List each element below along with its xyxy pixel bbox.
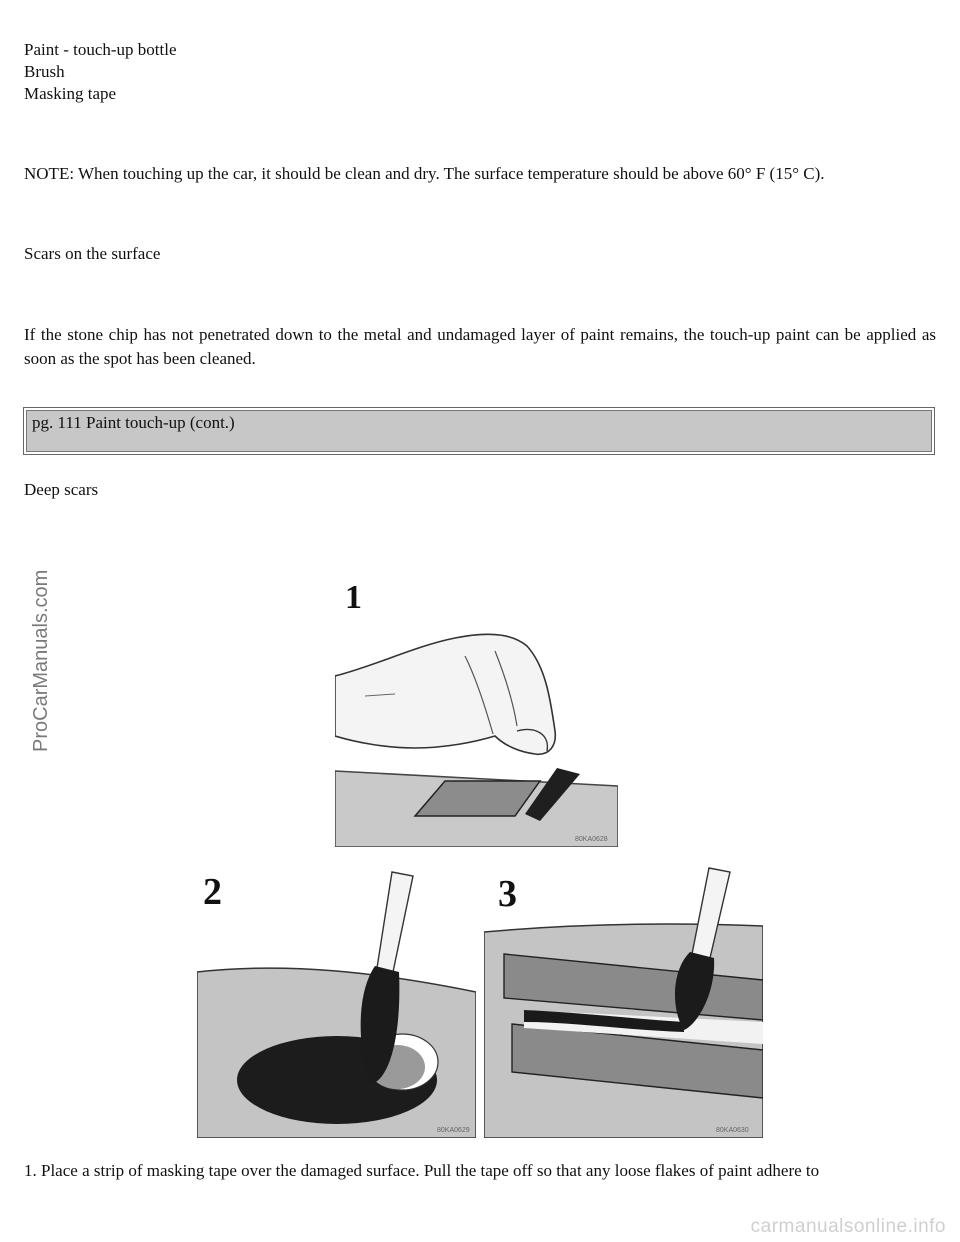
heading-deep-scars: Deep scars [24,480,99,499]
figure-3-number: 3 [498,873,517,915]
figure-1-number: 1 [345,579,362,616]
footer-watermark: carmanualsonline.info [750,1216,946,1237]
note-text: NOTE: When touching up the car, it should be clean and dry. The surface temperature should be above 60° F (15° C). [24,164,825,183]
figure-step-1 [335,556,618,847]
page-banner [23,407,935,455]
figure-3-code: 80KA0630 [716,1127,749,1134]
side-watermark-text: ProCarManuals.com [30,569,52,752]
page-banner-label: pg. 111 Paint touch-up (cont.) [26,410,932,452]
heading-scars-on-surface: Scars on the surface [24,244,161,263]
surface-paragraph: If the stone chip has not penetrated down to the metal and undamaged layer of paint remains, the touch-up paint can be applied as soon as the spot has been cleaned. [24,325,936,368]
step-1-text: 1. Place a strip of masking tape over the damaged surface. Pull the tape off so that any loose flakes of paint adhere to [24,1161,820,1180]
material-touch-up-bottle: Paint - touch-up bottle [24,40,177,59]
figure-2-code: 80KA0629 [437,1127,470,1134]
material-masking-tape: Masking tape [24,84,117,103]
figure-1-code: 80KA0628 [575,836,608,843]
figure-step-3 [484,862,763,1138]
figure-2-number: 2 [203,871,222,913]
figure-step-2 [197,862,476,1138]
material-brush: Brush [24,62,65,81]
side-watermark [30,512,54,752]
